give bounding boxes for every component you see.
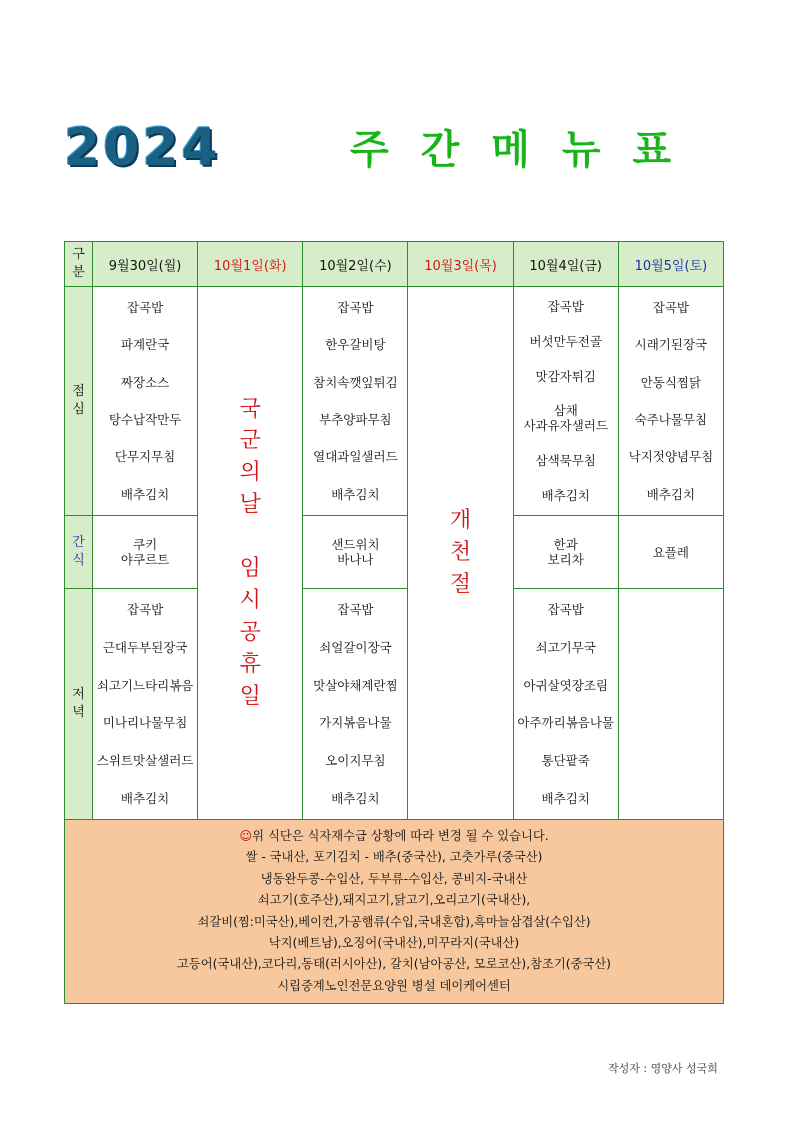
day-header-tue: 10월1일(화): [198, 242, 303, 287]
menu-item: 배추김치: [120, 790, 170, 806]
snack-label: [65, 516, 93, 589]
menu-cell: [303, 589, 408, 820]
day-header-mon: 9월30일(월): [93, 242, 198, 287]
day-header-fri: 10월4일(금): [513, 242, 618, 287]
menu-item: 맛살야채계란찜: [313, 677, 398, 693]
menu-item: 통단팥죽: [541, 752, 590, 768]
lunch-label: [65, 287, 93, 516]
menu-item: 한우갈비탕: [325, 337, 386, 353]
notice-line: 쇠고기(호주산),돼지고기,닭고기,오리고기(국내산),: [257, 893, 531, 908]
menu-item: 배추김치: [331, 790, 380, 806]
menu-item: 보리차: [547, 552, 584, 567]
menu-item: 쇠고기느타리볶음: [96, 677, 194, 693]
menu-item: 배추김치: [541, 488, 590, 504]
menu-list: [303, 518, 407, 586]
notice-line: 냉동완두콩-수입산, 두부류-수입산, 콩비지-국내산: [260, 871, 528, 886]
menu-list: [303, 289, 407, 513]
menu-cell: [513, 516, 618, 589]
page-title: 주간메뉴표: [350, 127, 704, 173]
menu-list: [514, 518, 618, 586]
snack-label-1: 간: [72, 535, 85, 551]
menu-cell: [93, 516, 198, 589]
menu-item: 맛감자튀김: [535, 368, 596, 384]
author-credit: 작성자 : 영양사 성국희: [608, 1062, 718, 1075]
menu-cell: [513, 287, 618, 516]
holiday-char: 개: [449, 508, 472, 534]
menu-cell: [303, 516, 408, 589]
notice-first-text: 위 식단은 식자재수급 상황에 따라 변경 될 수 있습니다.: [252, 829, 549, 843]
menu-item: 요플레: [652, 544, 689, 560]
holiday-cell-tue: [198, 287, 303, 820]
menu-cell: [303, 287, 408, 516]
holiday-char: 시: [239, 587, 261, 613]
menu-list: [93, 518, 197, 586]
notice-line: 고등어(국내산),코다리,동태(러시아산), 갈치(남아공산, 모로코산),참조기(중국산): [177, 957, 611, 972]
smile-icon: ☺: [239, 829, 253, 843]
notice-first-line: [65, 826, 723, 847]
holiday-char: 국: [239, 396, 261, 422]
snack-row: [65, 516, 724, 589]
menu-list: [514, 289, 618, 513]
menu-item: 배추김치: [541, 790, 590, 806]
holiday-char: 휴: [239, 651, 261, 677]
menu-cell: [513, 589, 618, 820]
menu-item: 스위트맛살샐러드: [96, 752, 194, 768]
menu-item: 배추김치: [120, 486, 170, 502]
menu-item: 가지볶음나물: [319, 715, 392, 731]
menu-item: 참치속깻잎튀김: [313, 374, 398, 390]
menu-item: 부추양파무침: [319, 412, 392, 428]
dinner-label: [65, 589, 93, 820]
menu-list: [93, 591, 197, 817]
dinner-label-2: 녁: [72, 705, 85, 720]
menu-cell: [618, 287, 723, 516]
corner-label-2: 분: [72, 265, 85, 280]
notice-row: [65, 820, 724, 1004]
holiday-char: 날: [239, 492, 261, 518]
menu-item: 쇠고기무국: [535, 639, 596, 655]
holiday-char: 천: [449, 540, 472, 566]
day-header-thu: 10월3일(목): [408, 242, 513, 287]
menu-item: 바나나: [337, 552, 374, 567]
lunch-row: [65, 287, 724, 516]
menu-item: 쿠키: [133, 537, 158, 552]
title-year: 2024: [64, 118, 221, 178]
notice-line: 시립중계노인전문요양원 병설 데이케어센터: [277, 978, 511, 993]
menu-item: 잡곡밥: [547, 602, 584, 618]
day-header-sat: 10월5일(토): [618, 242, 723, 287]
menu-item: 배추김치: [646, 486, 696, 502]
menu-item: 잡곡밥: [126, 300, 164, 316]
menu-item: 잡곡밥: [337, 602, 374, 618]
menu-item: 쇠얼갈이장국: [319, 639, 392, 655]
menu-list: [303, 591, 407, 817]
header-row: [65, 242, 724, 287]
holiday-char: 절: [449, 571, 472, 597]
menu-item: 야쿠르트: [120, 552, 170, 567]
holiday-char: 임: [239, 556, 261, 581]
menu-item: 숙주나물무침: [634, 412, 708, 428]
menu-item: 오이지무침: [325, 752, 386, 768]
menu-item: 아귀살엿장조림: [523, 677, 608, 693]
menu-item: 낙지젓양념무침: [628, 449, 714, 465]
menu-item: 한과: [553, 537, 578, 552]
corner-label: [65, 242, 93, 287]
holiday-char: 공: [239, 619, 261, 645]
menu-cell: [93, 589, 198, 820]
menu-item: 안동식찜닭: [640, 374, 702, 390]
menu-list: [93, 289, 197, 513]
dinner-row: [65, 589, 724, 820]
day-header-wed: 10월2일(수): [303, 242, 408, 287]
menu-item: 탕수납작만두: [108, 412, 182, 428]
menu-cell-empty: [618, 589, 723, 820]
notice-box: [65, 820, 724, 1004]
menu-item: 잡곡밥: [126, 602, 164, 618]
menu-item: 아주까리볶음나물: [517, 715, 614, 731]
menu-item: 파계란국: [120, 337, 170, 353]
menu-item: 짜장소스: [120, 374, 170, 390]
menu-cell: [93, 287, 198, 516]
snack-label-2: 식: [72, 553, 85, 568]
menu-item: 시래기된장국: [634, 337, 708, 353]
holiday-char: [198, 521, 302, 553]
lunch-label-1: 점: [72, 384, 85, 400]
menu-item: 샌드위치: [331, 537, 380, 552]
menu-list: [514, 591, 618, 817]
holiday-char: 일: [239, 683, 261, 709]
menu-item: 잡곡밥: [652, 300, 689, 316]
holiday-cell-thu: [408, 287, 513, 820]
menu-item: 잡곡밥: [547, 298, 584, 314]
menu-item: 단무지무침: [114, 449, 176, 465]
weekly-menu-table: [64, 241, 724, 1004]
menu-item: 미나리나물무침: [102, 715, 188, 731]
menu-item: 열대과일샐러드: [313, 449, 398, 465]
menu-list: [619, 289, 723, 513]
notice-line: 낙지(베트남),오징어(국내산),미꾸라지(국내산): [268, 936, 520, 951]
menu-item: 삼색묵무침: [535, 453, 596, 469]
menu-item: 삼채 사과유자샐러드: [523, 403, 608, 434]
notice-line: 쌀 - 국내산, 포기김치 - 배추(중국산), 고춧가루(중국산): [245, 850, 543, 865]
holiday-char: 군: [239, 428, 261, 454]
notice-line: 쇠갈비(찜:미국산),베이컨,가공햄류(수입,국내혼합),흑마늘삼겹살(수입산): [197, 914, 591, 929]
menu-item: 잡곡밥: [337, 300, 374, 316]
dinner-label-1: 저: [72, 687, 85, 703]
menu-item: 배추김치: [331, 486, 380, 502]
corner-label-1: 구: [72, 247, 85, 263]
menu-list: [619, 518, 723, 586]
menu-item: 근대두부된장국: [102, 639, 188, 655]
menu-item: 버섯만두전골: [529, 333, 602, 349]
menu-cell: [618, 516, 723, 589]
lunch-label-2: 심: [72, 402, 85, 417]
holiday-char: 의: [239, 460, 261, 486]
